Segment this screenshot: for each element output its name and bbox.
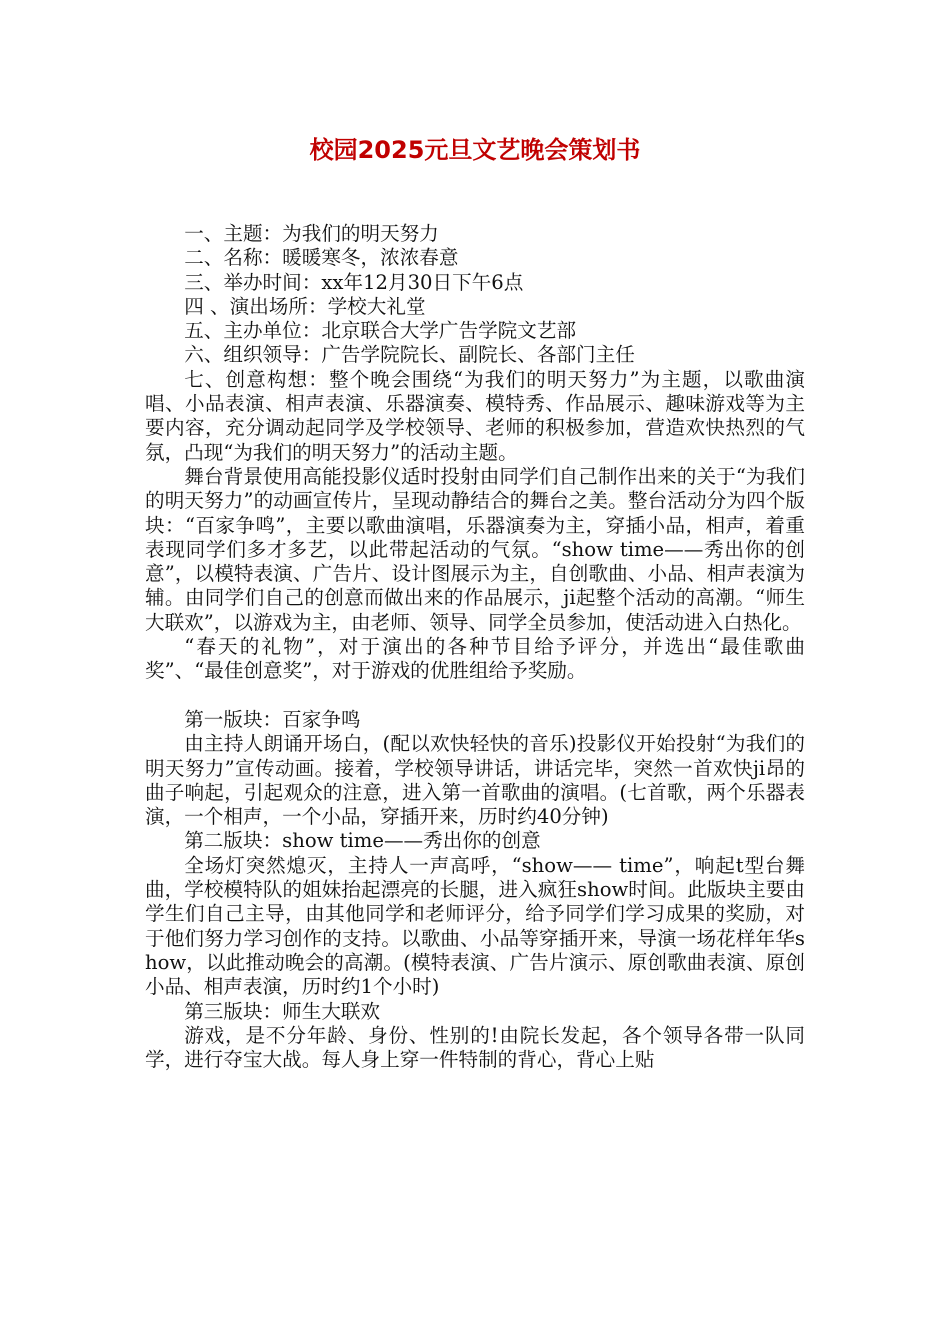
paragraph-stage-background: 舞台背景使用高能投影仪适时投射由同学们自己制作出来的关于“为我们的明天努力”的动画宣传片，呈现动静结合的舞台之美。整台活动分为四个版块：“百家争鸣”，主要以歌曲演唱，乐器演奏为主，穿插小品，相声，着重表现同学们多才多艺，以此带起活动的气氛。“show time——秀出你的创意”，以模特表演、广告片、设计图展示为主，自创歌曲、小品、相声表演为辅。由同学们自己的创意而做出来的作品展示，ji起整个活动的高潮。“师生大联欢”，以游戏为主，由老师、领导、同学全员参加，使活动进入白热化。: [145, 464, 805, 634]
section-3-body: 游戏，是不分年龄、身份、性别的!由院长发起，各个领导各带一队同学，进行夺宝大战。每人身上穿一件特制的背心，背心上贴: [145, 1023, 805, 1072]
section-heading-1: 第一版块：百家争鸣: [184, 707, 361, 731]
section-heading-3: 第三版块：师生大联欢: [184, 999, 381, 1023]
item-time: 三、举办时间：xx年12月30日下午6点: [184, 270, 524, 294]
paragraph-spring-gift: “春天的礼物”，对于演出的各种节目给予评分，并选出“最佳歌曲奖”、“最佳创意奖”，对于游戏的优胜组给予奖励。: [145, 635, 805, 683]
document-body: [145, 222, 805, 1072]
section-1-body: 由主持人朗诵开场白，(配以欢快轻快的音乐)投影仪开始投射“为我们的明天努力”宣传动画。接着，学校领导讲话，讲话完毕，突然一首欢快ji昂的曲子响起，引起观众的注意，进入第一首歌曲的演唱。(七首歌，两个乐器表演，一个相声，一个小品，穿插开来，历时约40分钟): [145, 732, 805, 829]
item-leadership: 六、组织领导：广告学院院长、副院长、各部门主任: [184, 343, 635, 367]
item-concept: 七、创意构想：整个晚会围绕“为我们的明天努力”为主题，以歌曲演唱、小品表演、相声表演、乐器演奏、模特秀、作品展示、趣味游戏等为主要内容，充分调动起同学及学校领导、老师的积极参加，营造欢快热烈的气氛，凸现“为我们的明天努力”的活动主题。: [145, 367, 805, 464]
section-heading-2: 第二版块：show time——秀出你的创意: [184, 829, 541, 853]
item-organizer: 五、主办单位：北京联合大学广告学院文艺部: [184, 319, 577, 343]
item-venue: 四 、演出场所：学校大礼堂: [184, 294, 426, 318]
item-theme: 一、主题：为我们的明天努力: [184, 222, 439, 245]
item-name: 二、名称：暖暖寒冬，浓浓春意: [184, 246, 459, 270]
section-2-body: 全场灯突然熄灭，主持人一声高呼，“show—— time”，响起t型台舞曲，学校模特队的姐妹抬起漂亮的长腿，进入疯狂show时间。此版块主要由学生们自己主导，由其他同学和老师评分，给予同学们学习成果的奖励，对于他们努力学习创作的支持。以歌曲、小品等穿插开来，导演一场花样年华show，以此推动晚会的高潮。(模特表演、广告片演示、原创歌曲表演、原创小品、相声表演，历时约1个小时): [145, 853, 805, 999]
paragraph-spacer: [145, 684, 805, 708]
document-title: 校园2025元旦文艺晚会策划书: [309, 136, 641, 164]
